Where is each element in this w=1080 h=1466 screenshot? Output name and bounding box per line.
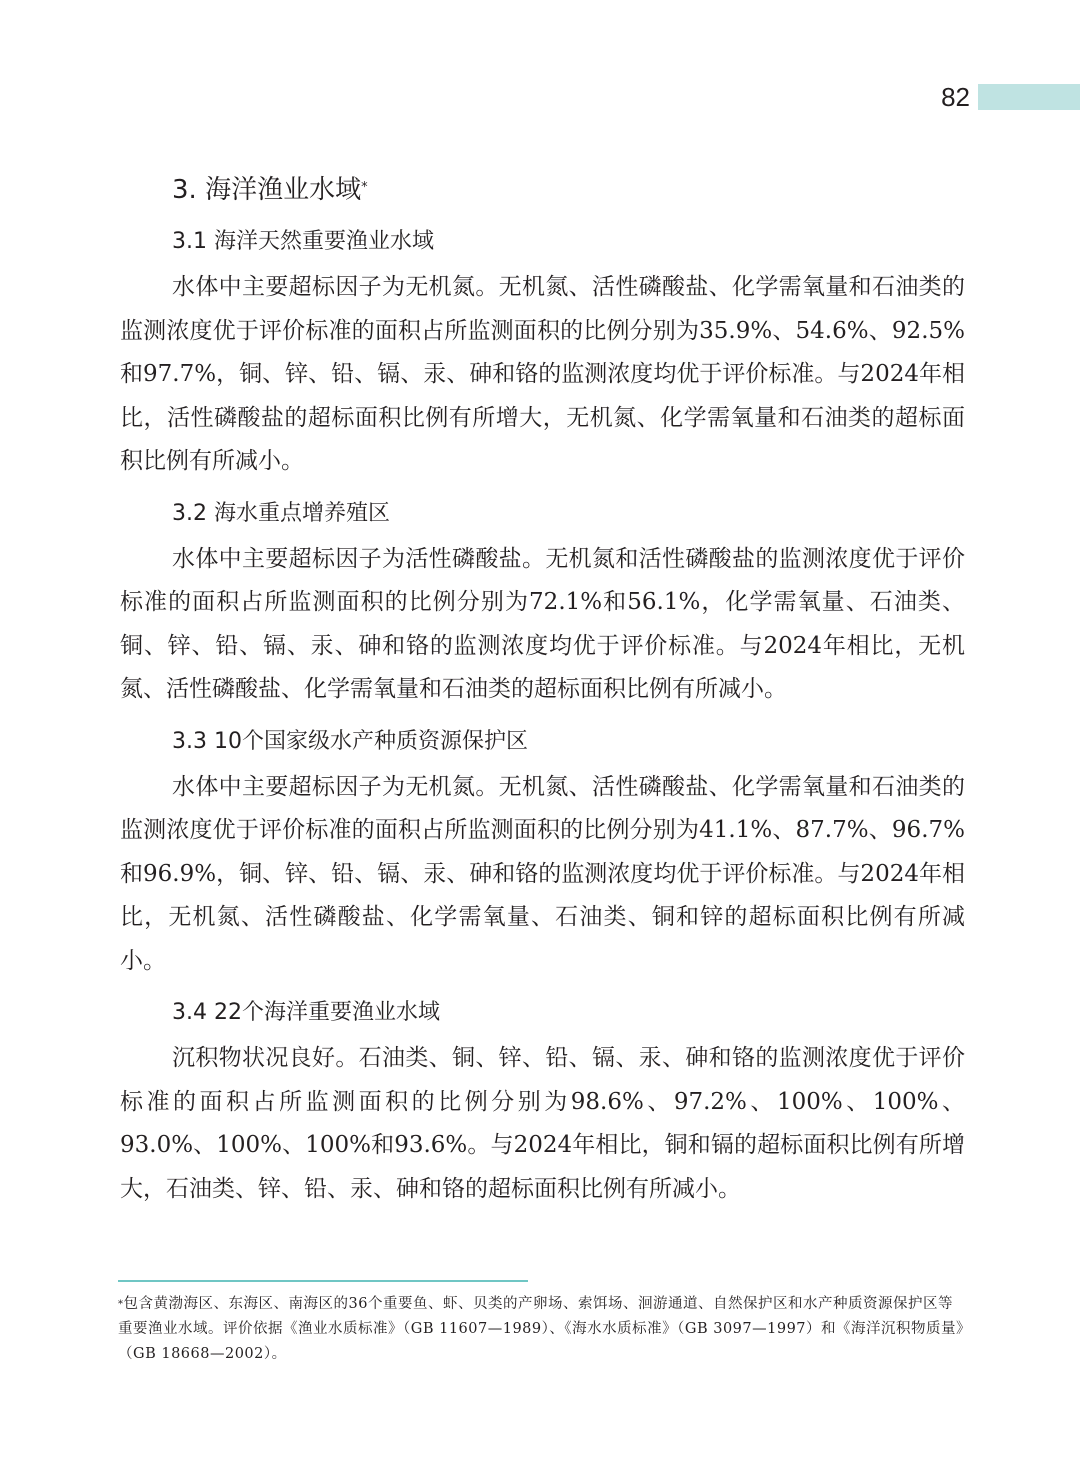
footnote [118,1292,966,1367]
footnote-reference-mark: * [361,180,368,195]
subsection-paragraph-3-1: 水体中主要超标因子为无机氮。无机氮、活性磷酸盐、化学需氧量和石油类的监测浓度优于评价标准的面积占所监测面积的比例分别为35.9%、54.6%、92.5%和97.7%，铜、锌、铅、镉、汞、砷和铬的监测浓度均优于评价标准。与2024年相比，活性磷酸盐的超标面积比例有所增大，无机氮、化学需氧量和石油类的超标面积比例有所减小。 [120,274,965,474]
main-content [120,168,965,1221]
section-title [172,168,965,212]
subsection-heading-3-3: 3.3 10个国家级水产种质资源保护区 [172,728,528,754]
footnote-divider [118,1280,528,1282]
footnote-mark: * [118,1299,124,1310]
subsection-paragraph-3-3: 水体中主要超标因子为无机氮。无机氮、活性磷酸盐、化学需氧量和石油类的监测浓度优于评价标准的面积占所监测面积的比例分别为41.1%、87.7%、96.7%和96.9%，铜、锌、铅、镉、汞、砷和铬的监测浓度均优于评价标准。与2024年相比，无机氮、活性磷酸盐、化学需氧量、石油类、铜和锌的超标面积比例有所减小。 [120,773,965,974]
page-number: 82 [941,82,970,112]
subsection-heading-3-2: 3.2 海水重点增养殖区 [172,500,390,526]
subsection-heading-3-1: 3.1 海洋天然重要渔业水域 [172,229,434,254]
section-title-text: 3. 海洋渔业水域 [172,175,362,205]
subsection-heading-3-4: 3.4 22个海洋重要渔业水域 [172,1000,440,1025]
page-tab-marker [978,84,1080,110]
subsection-paragraph-3-2: 水体中主要超标因子为活性磷酸盐。无机氮和活性磷酸盐的监测浓度优于评价标准的面积占所监测面积的比例分别为72.1%和56.1%，化学需氧量、石油类、铜、锌、铅、镉、汞、砷和铬的监测浓度均优于评价标准。与2024年相比，无机氮、活性磷酸盐、化学需氧量和石油类的超标面积比例有所减小。 [120,545,965,702]
footnote-text: 包含黄渤海区、东海区、南海区的36个重要鱼、虾、贝类的产卵场、索饵场、洄游通道、自然保护区和水产种质资源保护区等重要渔业水域。评价依据《渔业水质标准》（GB 11607—1989）、《海水水质标准》（GB 3097—1997）和《海洋沉积物质量》（GB 18668—2002）。 [118,1296,964,1362]
subsection-paragraph-3-4: 沉积物状况良好。石油类、铜、锌、铅、镉、汞、砷和铬的监测浓度优于评价标准的面积占所监测面积的比例分别为98.6%、97.2%、100%、100%、93.0%、100%、100%和93.6%。与2024年相比，铜和镉的超标面积比例有所增大，石油类、锌、铅、汞、砷和铬的超标面积比例有所减小。 [120,1045,965,1202]
